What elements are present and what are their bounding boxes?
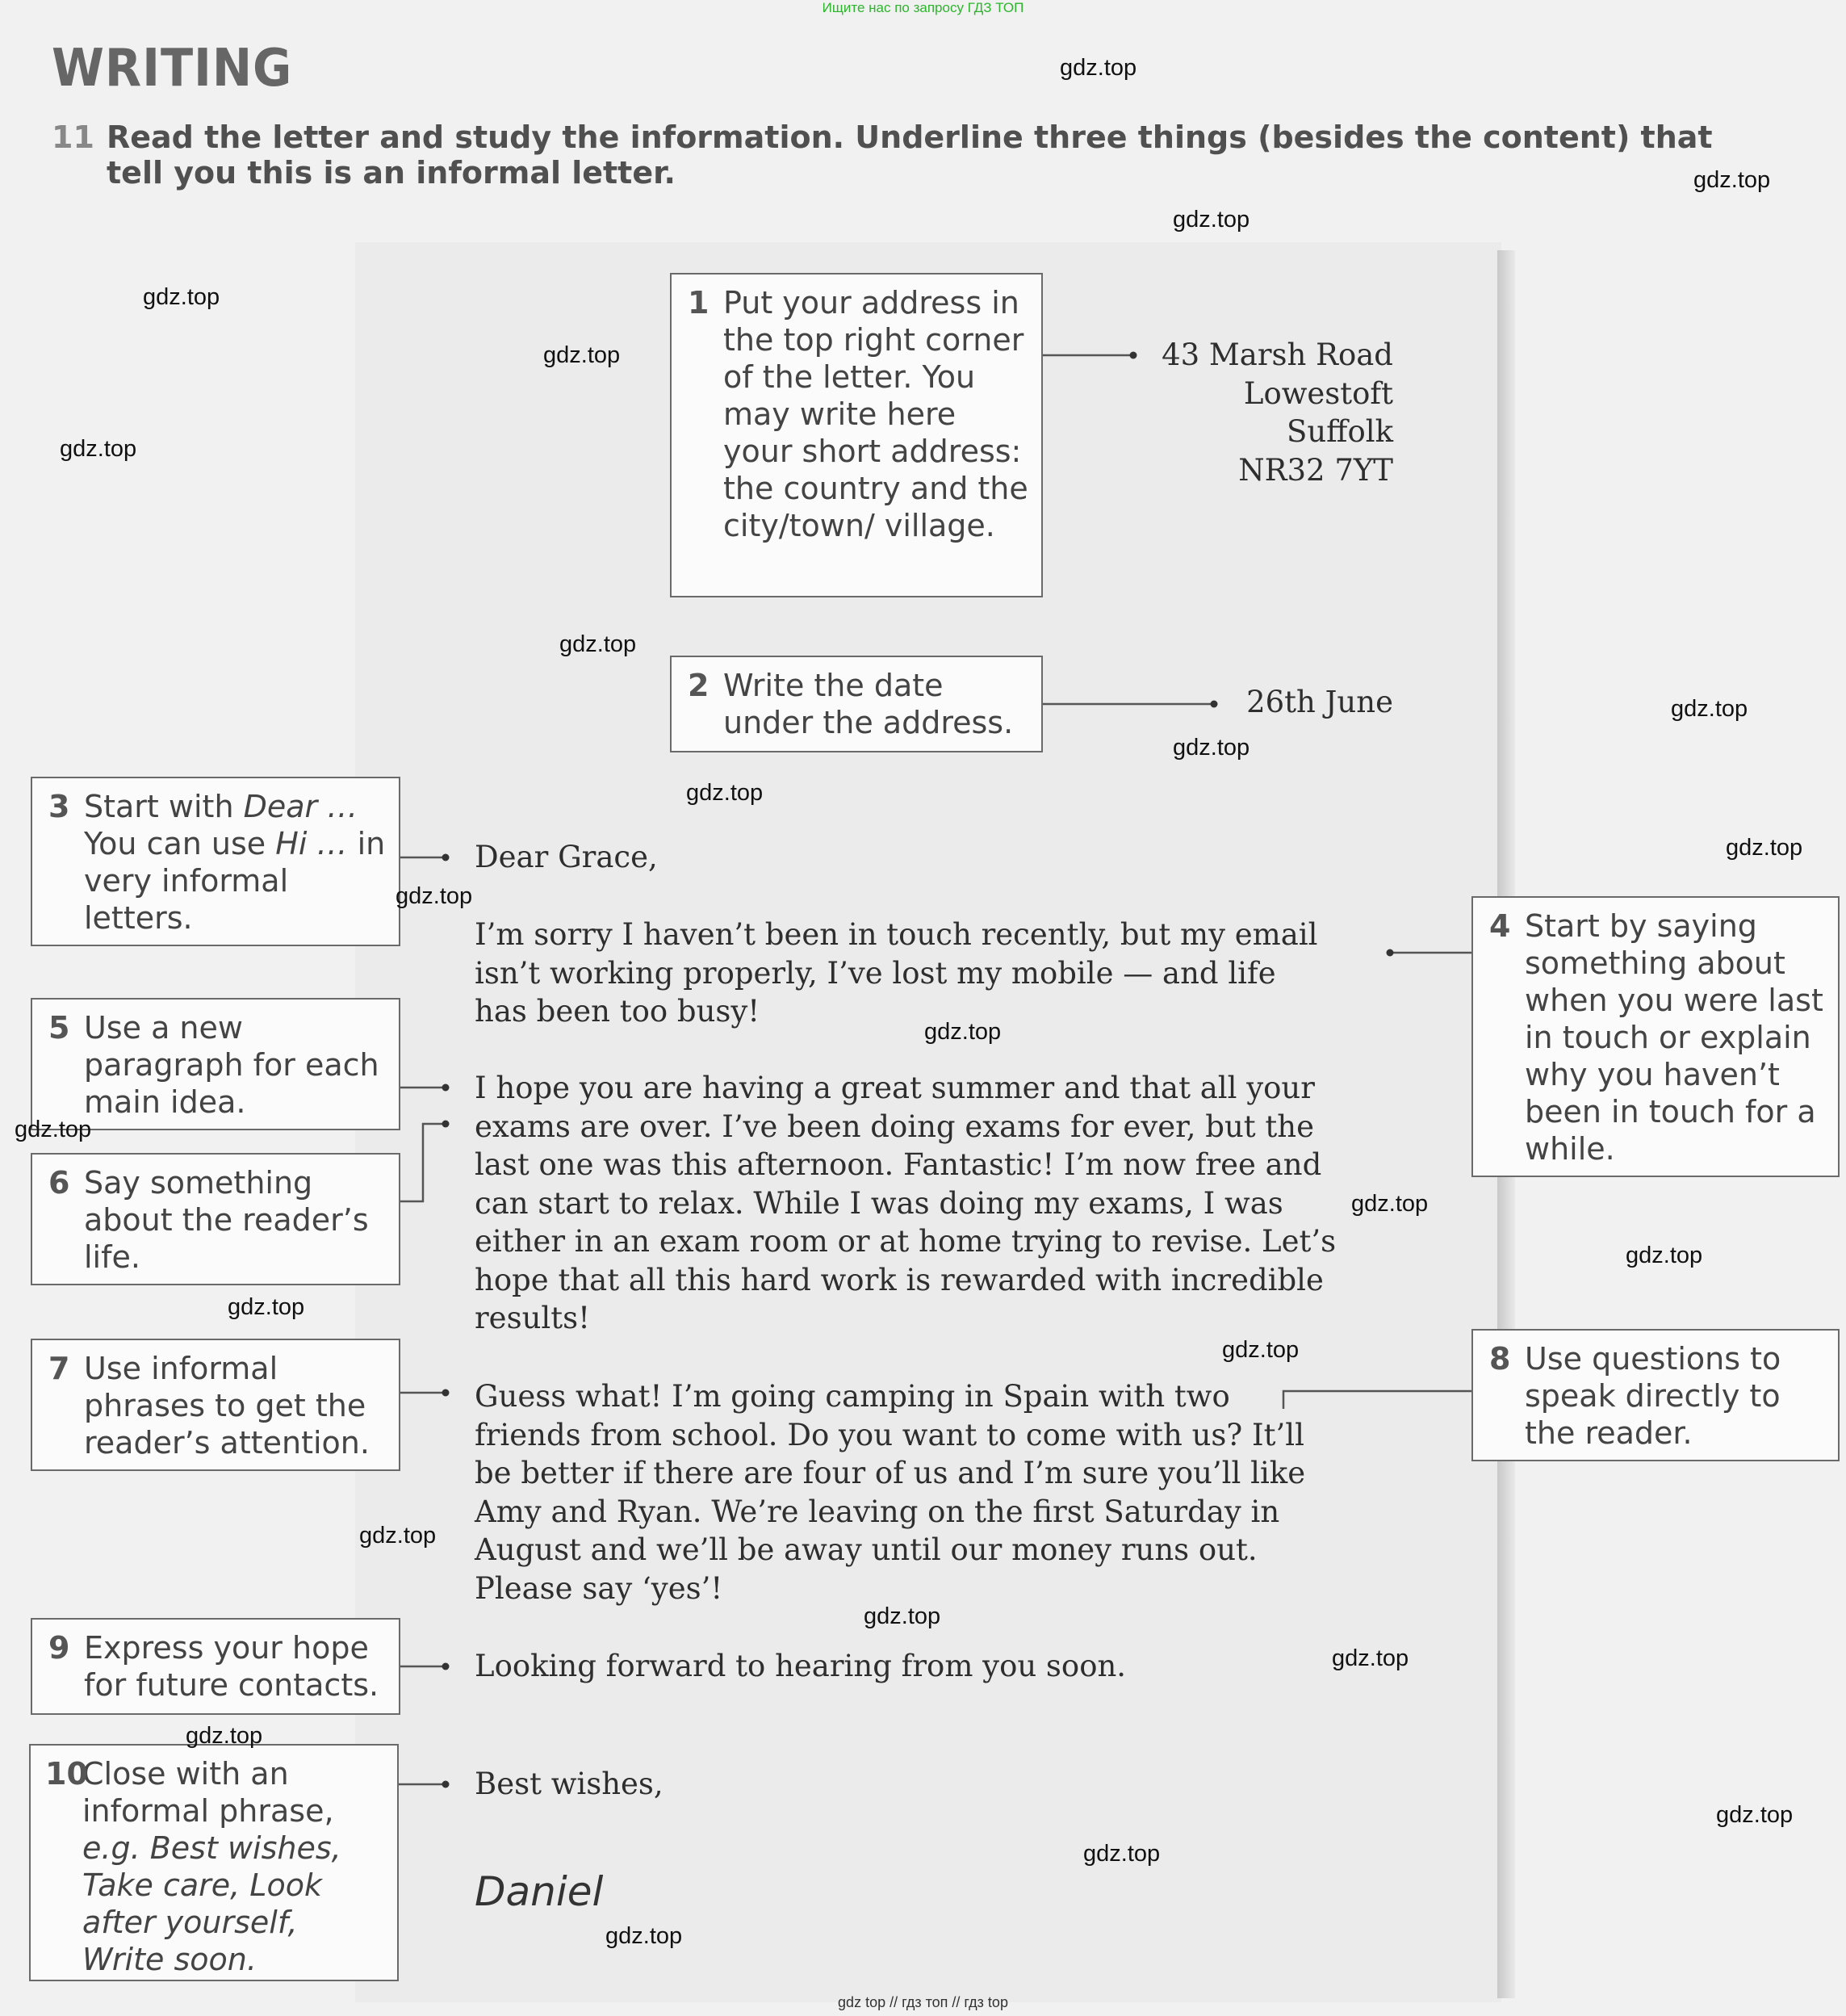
letter-line: can start to relax. While I was doing my exams, I was	[475, 1185, 1283, 1221]
instruction-text: Read the letter and study the information. Underline three things (besides the content) that tell you this is an informal letter.	[107, 119, 1713, 191]
tip-number: 4	[1489, 908, 1511, 944]
tip-text-end: in very informal letters.	[84, 826, 386, 936]
watermark: gdz.top	[1716, 1802, 1794, 1828]
watermark: gdz.top	[864, 1603, 941, 1629]
watermark: gdz.top	[1671, 696, 1748, 722]
letter-sign-off: Best wishes,	[475, 1767, 663, 1801]
tip-number: 9	[48, 1630, 70, 1666]
tip-text: Start by saying something about when you were last in touch or explain why you haven’t been in touch for a while.	[1525, 908, 1823, 1167]
connector-6-dot	[442, 1121, 450, 1128]
tip-text-start: Start with	[84, 789, 244, 824]
watermark: gdz.top	[186, 1723, 263, 1749]
letter-line: friends from school. Do you want to come with us? It’ll	[475, 1417, 1304, 1452]
tip-number: 7	[48, 1351, 70, 1386]
watermark: gdz.top	[396, 883, 473, 909]
letter-signature: Daniel	[475, 1868, 604, 1915]
watermark: gdz.top	[143, 284, 220, 310]
letter-line: I’m sorry I haven’t been in touch recently, but my email	[475, 917, 1318, 952]
watermark: gdz.top	[1083, 1841, 1161, 1867]
watermark: gdz.top	[1626, 1243, 1703, 1268]
letter-line: Amy and Ryan. We’re leaving on the first Saturday in	[475, 1494, 1280, 1529]
tip-example-dear: Dear …	[243, 789, 358, 824]
connector-9-dot	[442, 1663, 450, 1670]
tip-box-1	[670, 273, 1043, 597]
letter-line: results!	[475, 1301, 590, 1335]
letter-line: be better if there are four of us and I’m sure you’ll like	[475, 1456, 1306, 1490]
top-search-note: Ищите нас по запросу ГДЗ ТОП	[822, 0, 1024, 15]
tip-number: 5	[48, 1010, 70, 1046]
connector-8	[1283, 1391, 1473, 1409]
letter-line: has been too busy!	[475, 994, 760, 1029]
letter-line: I hope you are having a great summer and that all your	[475, 1071, 1315, 1105]
tip-box-4	[1471, 896, 1840, 1177]
watermark: gdz.top	[543, 342, 621, 368]
tip-text: Close with an informal phrase,	[82, 1756, 334, 1829]
tip-box-7	[31, 1339, 400, 1471]
letter-paragraph-3	[475, 1377, 1305, 1607]
tip-box-3	[31, 777, 400, 946]
watermark: gdz.top	[1351, 1191, 1429, 1217]
tip-text: Say something about the reader’s life.	[84, 1165, 369, 1275]
letter-greeting: Dear Grace,	[475, 840, 658, 874]
watermark: gdz.top	[686, 780, 764, 806]
tip-number: 6	[48, 1165, 70, 1201]
tip-text: Express your hope for future contacts.	[84, 1630, 379, 1703]
letter-line: either in an exam room or at home trying to revise. Let’s	[475, 1224, 1337, 1259]
watermark: gdz.top	[1693, 167, 1771, 193]
letter-paragraph-1	[475, 916, 1317, 1031]
tip-text: Write the date under the address.	[723, 668, 1014, 740]
letter-line: hope that all this hard work is rewarded with incredible	[475, 1262, 1324, 1297]
tip-number: 2	[688, 668, 710, 703]
tip-number: 8	[1489, 1341, 1511, 1377]
tip-text: Use informal phrases to get the reader’s attention.	[84, 1351, 370, 1461]
footer-note: gdz top // гдз топ // гдз top	[838, 1994, 1008, 2010]
letter-line: last one was this afternoon. Fantastic! I’m now free and	[475, 1147, 1322, 1182]
letter-closing-line: Looking forward to hearing from you soon.	[475, 1649, 1127, 1683]
tip-number: 1	[688, 285, 710, 321]
tip-number: 3	[48, 789, 70, 824]
watermark: gdz.top	[228, 1294, 305, 1320]
tip-box-9	[31, 1618, 400, 1715]
watermark: gdz.top	[60, 436, 137, 462]
connector-6	[399, 1124, 442, 1201]
tip-box-2	[670, 656, 1043, 752]
tip-text: Put your address in the top right corner of the letter. You may write here your short address: the country and the city/town/ village.	[723, 285, 1028, 543]
watermark: gdz.top	[924, 1019, 1002, 1045]
address-line: Lowestoft	[1243, 375, 1393, 411]
watermark: gdz.top	[1332, 1645, 1409, 1671]
tip-box-8	[1471, 1329, 1840, 1461]
address-line: Suffolk	[1287, 414, 1393, 449]
letter-line: exams are over. I’ve been doing exams for ever, but the	[475, 1109, 1315, 1144]
tip-text-mid: You can use	[84, 826, 276, 861]
watermark: gdz.top	[1060, 55, 1137, 81]
tip-text: Use questions to speak directly to the reader.	[1525, 1341, 1781, 1451]
tip-examples: e.g. Best wishes, Take care, Look after yourself, Write soon.	[82, 1830, 341, 1977]
watermark: gdz.top	[559, 631, 637, 657]
address-line: NR32 7YT	[1238, 452, 1393, 488]
connector-3-dot	[442, 854, 450, 861]
section-heading: WRITING	[52, 39, 293, 98]
letter-line: Guess what! I’m going camping in Spain with two	[475, 1379, 1230, 1414]
address-line: 43 Marsh Road	[1162, 337, 1393, 372]
tip-box-10	[29, 1744, 399, 1981]
watermark: gdz.top	[1726, 835, 1803, 861]
tip-text: Use a new paragraph for each main idea.	[84, 1010, 379, 1120]
watermark: gdz.top	[1173, 735, 1250, 761]
exercise-number: 11	[52, 119, 94, 155]
connector-10-dot	[442, 1781, 450, 1788]
tip-example-hi: Hi …	[275, 826, 348, 861]
watermark: gdz.top	[359, 1523, 437, 1549]
connector-4-dot	[1387, 949, 1394, 957]
watermark: gdz.top	[1222, 1337, 1300, 1363]
connector-7-dot	[442, 1389, 450, 1397]
letter-paragraph-2	[475, 1069, 1336, 1338]
tip-box-6	[31, 1153, 400, 1285]
watermark: gdz.top	[1173, 207, 1250, 233]
watermark: gdz.top	[605, 1923, 683, 1949]
letter-date: 26th June	[1246, 685, 1393, 719]
connector-5-dot	[442, 1084, 450, 1092]
tip-box-5	[31, 998, 400, 1130]
letter-address	[1049, 336, 1393, 489]
letter-line: Please say ‘yes’!	[475, 1570, 723, 1606]
tip-number: 10	[45, 1756, 88, 1792]
watermark: gdz.top	[15, 1117, 92, 1142]
letter-line: isn’t working properly, I’ve lost my mobile — and life	[475, 955, 1276, 991]
letter-line: August and we’ll be away until our money runs out.	[475, 1532, 1258, 1567]
